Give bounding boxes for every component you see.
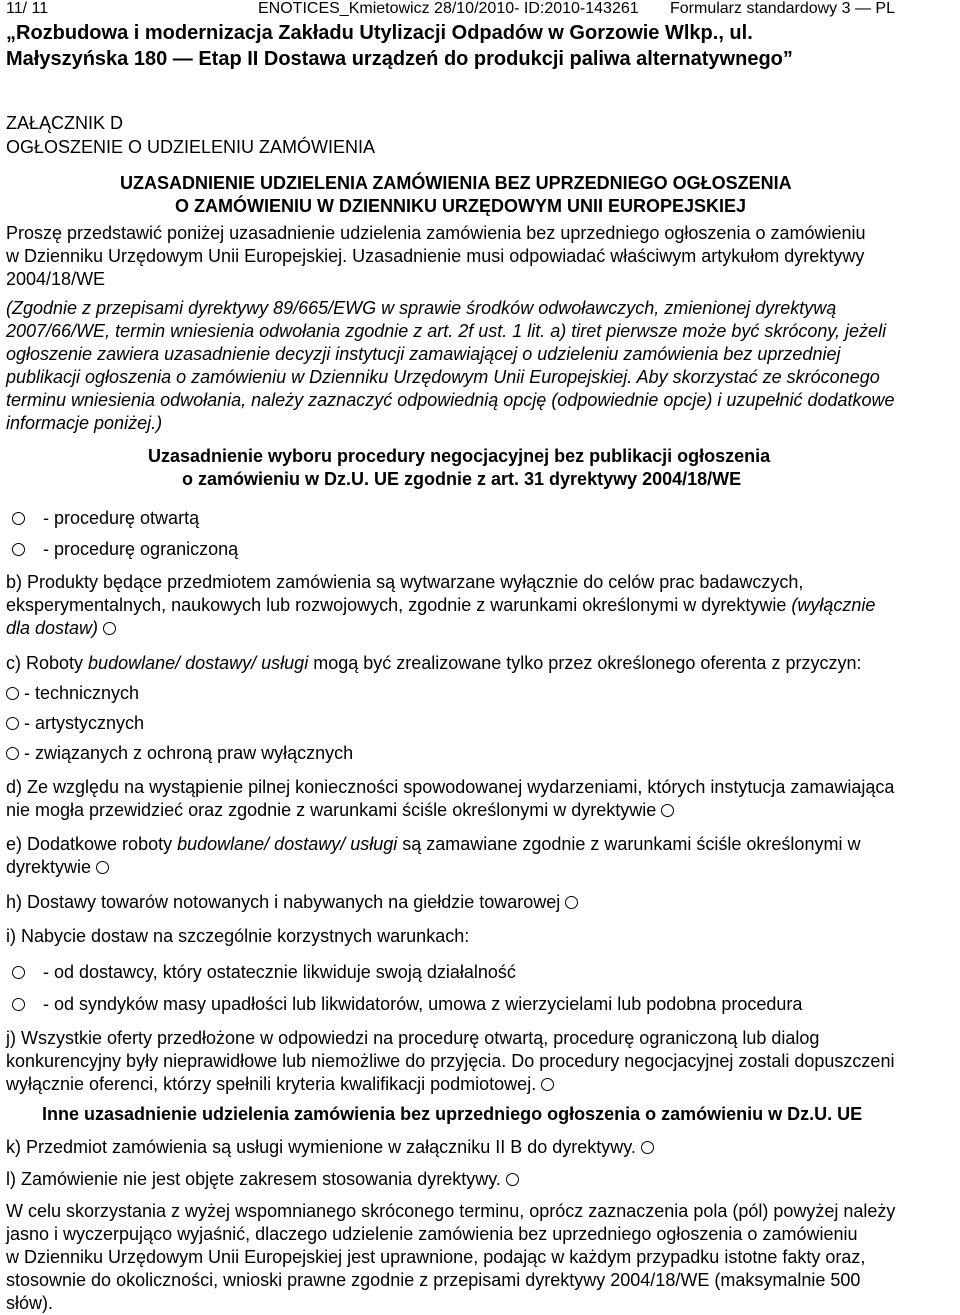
intro-line3: 2004/18/WE: [6, 269, 106, 289]
radio-restricted-procedure[interactable]: [12, 543, 25, 556]
final-line3: w Dzienniku Urzędowym Unii Europejskiej jest uprawnione, podając w każdym przypadku istotne fakty oraz,: [6, 1247, 866, 1267]
procedure-heading-line2: o zamówieniu w Dz.U. UE zgodnie z art. 31 dyrektywy 2004/18/WE: [182, 469, 742, 489]
item-c-italic: budowlane/ dostawy/ usługi: [88, 653, 309, 673]
radio-receivers[interactable]: [12, 998, 25, 1011]
item-d-line2: [6, 799, 674, 822]
item-b-line2-text: eksperymentalnych, naukowych lub rozwojowych, zgodnie z warunkami określonymi w dyrektywie: [6, 595, 787, 615]
option-open-label: - procedurę otwartą: [43, 508, 200, 528]
other-justification-heading: Inne uzasadnienie udzielenia zamówienia bez uprzedniego ogłoszenia o zamówieniu w Dz.U. UE: [42, 1104, 863, 1124]
document-id: ENOTICES_Kmietowicz 28/10/2010- ID:2010-143261: [258, 0, 639, 17]
intro-line2: w Dzienniku Urzędowym Unii Europejskiej. Uzasadnienie musi odpowiadać właściwym artykułom dyrektywy: [6, 246, 865, 266]
radio-item-l[interactable]: [506, 1173, 519, 1186]
intro-line1: Proszę przedstawić poniżej uzasadnienie udzielenia zamówienia bez uprzedniego ogłoszenia o zamówieniu: [6, 223, 866, 243]
annex-title: ZAŁĄCZNIK D: [6, 113, 124, 133]
final-line5: słów).: [6, 1293, 54, 1313]
option-exclusive-rights[interactable]: [6, 742, 353, 765]
item-c-prefix: c) Roboty: [6, 653, 84, 673]
option-liquidating-supplier[interactable]: [12, 961, 516, 984]
radio-artistic[interactable]: [6, 717, 19, 730]
final-line1: W celu skorzystania z wyżej wspomnianego skróconego terminu, oprócz zaznaczenia pola (pól) powyżej należy: [6, 1201, 896, 1221]
option-technical[interactable]: [6, 682, 139, 705]
option-restricted-label: - procedurę ograniczoną: [43, 539, 239, 559]
radio-item-e[interactable]: [96, 861, 109, 874]
option-open-procedure[interactable]: [12, 507, 199, 530]
radio-item-k[interactable]: [641, 1141, 654, 1154]
document-title-line2: Małyszyńska 180 — Etap II Dostawa urządzeń do produkcji paliwa alternatywnego”: [6, 48, 793, 70]
item-i-text: i) Nabycie dostaw na szczególnie korzystnych warunkach:: [6, 926, 470, 946]
item-e-line2-text: dyrektywie: [6, 857, 92, 877]
item-e-line1: [6, 833, 860, 856]
option-receivers-label: - od syndyków masy upadłości lub likwidatorów, umowa z wierzycielami lub podobna procedura: [43, 994, 803, 1014]
form-name: Formularz standardowy 3 — PL: [670, 0, 895, 17]
item-j-line3-text: wyłącznie oferenci, którzy spełnili kryteria kwalifikacji podmiotowej.: [6, 1074, 537, 1094]
page-number: 11/ 11: [6, 0, 49, 17]
item-b-line2: [6, 594, 875, 617]
note-line6: informacje poniżej.): [6, 413, 163, 433]
item-j-line2: konkurencyjny były nieprawidłowe lub niemożliwe do przyjęcia. Do procedury negocjacyjnej zostali dopuszczeni: [6, 1051, 895, 1071]
radio-exclusive-rights[interactable]: [6, 747, 19, 760]
annex-subtitle: OGŁOSZENIE O UDZIELENIU ZAMÓWIENIA: [6, 137, 376, 157]
item-k-text: k) Przedmiot zamówienia są usługi wymienione w załączniku II B do dyrektywy.: [6, 1137, 636, 1157]
item-b-line2-italic: (wyłącznie: [791, 595, 876, 615]
option-receivers[interactable]: [12, 993, 802, 1016]
item-b-line3: [6, 617, 116, 640]
document-title-line1: „Rozbudowa i modernizacja Zakładu Utylizacji Odpadów w Gorzowie Wlkp., ul.: [6, 22, 753, 44]
item-e-suffix: są zamawiane zgodnie z warunkami ściśle określonymi w: [402, 834, 861, 854]
radio-technical[interactable]: [6, 687, 19, 700]
item-d-line2-text: nie mogła przewidzieć oraz zgodnie z warunkami ściśle określonymi w dyrektywie: [6, 800, 657, 820]
final-line4: stosownie do okoliczności, wnioski prawne zgodnie z przepisami dyrektywy 2004/18/WE (maksymalnie 500: [6, 1270, 861, 1290]
item-d-line1: d) Ze względu na wystąpienie pilnej konieczności spowodowanej wydarzeniami, których instytucja zamawiająca: [6, 777, 895, 797]
radio-item-b[interactable]: [103, 622, 116, 635]
note-line3: ogłoszenie zawiera uzasadnienie decyzji instytucji zamawiającej o udzieleniu zamówienia bez uprzedniej: [6, 344, 841, 364]
option-liquidating-supplier-label: - od dostawcy, który ostatecznie likwiduje swoją działalność: [43, 962, 516, 982]
item-j-line3: [6, 1073, 554, 1096]
radio-item-j[interactable]: [541, 1078, 554, 1091]
procedure-heading-line1: Uzasadnienie wyboru procedury negocjacyjnej bez publikacji ogłoszenia: [148, 446, 771, 466]
item-b-line3-italic: dla dostaw): [6, 618, 99, 638]
item-e-italic: budowlane/ dostawy/ usługi: [177, 834, 398, 854]
final-line2: jasno i wyczerpująco wyjaśnić, dlaczego udzielenie zamówienia bez uprzedniego ogłoszenia o zamówieniu: [6, 1224, 858, 1244]
note-line1: (Zgodnie z przepisami dyrektywy 89/665/EWG w sprawie środków odwoławczych, zmienionej dyrektywą: [6, 298, 837, 318]
radio-liquidating-supplier[interactable]: [12, 966, 25, 979]
option-artistic[interactable]: [6, 712, 144, 735]
item-h-text: h) Dostawy towarów notowanych i nabywanych na giełdzie towarowej: [6, 892, 561, 912]
section-heading-line1: UZASADNIENIE UDZIELENIA ZAMÓWIENIA BEZ UPRZEDNIEGO OGŁOSZENIA: [120, 173, 792, 193]
note-line4: publikacji ogłoszenia o zamówieniu w Dzienniku Urzędowym Unii Europejskiej. Aby skorzystać ze skróconego: [6, 367, 880, 387]
radio-item-h[interactable]: [565, 896, 578, 909]
item-j-line1: j) Wszystkie oferty przedłożone w odpowiedzi na procedurę otwartą, procedurę ograniczoną lub dialog: [6, 1028, 820, 1048]
radio-open-procedure[interactable]: [12, 512, 25, 525]
item-e-line2: [6, 856, 109, 879]
item-l-text: l) Zamówienie nie jest objęte zakresem stosowania dyrektywy.: [6, 1169, 501, 1189]
note-line2: 2007/66/WE, termin wniesienia odwołania zgodnie z art. 2f ust. 1 lit. a) tiret pierwsze może być skrócony, jeżeli: [6, 321, 887, 341]
radio-item-d[interactable]: [661, 804, 674, 817]
section-heading-line2: O ZAMÓWIENIU W DZIENNIKU URZĘDOWYM UNII EUROPEJSKIEJ: [175, 196, 747, 216]
item-c-suffix: mogą być zrealizowane tylko przez określonego oferenta z przyczyn:: [313, 653, 862, 673]
item-l: [6, 1168, 519, 1191]
item-b-line1: b) Produkty będące przedmiotem zamówienia są wytwarzane wyłącznie do celów prac badawczych,: [6, 572, 804, 592]
item-k: [6, 1136, 654, 1159]
item-c-line: [6, 652, 861, 675]
option-artistic-label: - artystycznych: [24, 713, 145, 733]
item-e-prefix: e) Dodatkowe roboty: [6, 834, 173, 854]
note-line5: terminu wniesienia odwołania, należy zaznaczyć odpowiednią opcję (odpowiednie opcje) i uzupełnić dodatkowe: [6, 390, 895, 410]
option-exclusive-rights-label: - związanych z ochroną praw wyłącznych: [24, 743, 354, 763]
option-technical-label: - technicznych: [24, 683, 140, 703]
option-restricted-procedure[interactable]: [12, 538, 238, 561]
item-h: [6, 891, 578, 914]
